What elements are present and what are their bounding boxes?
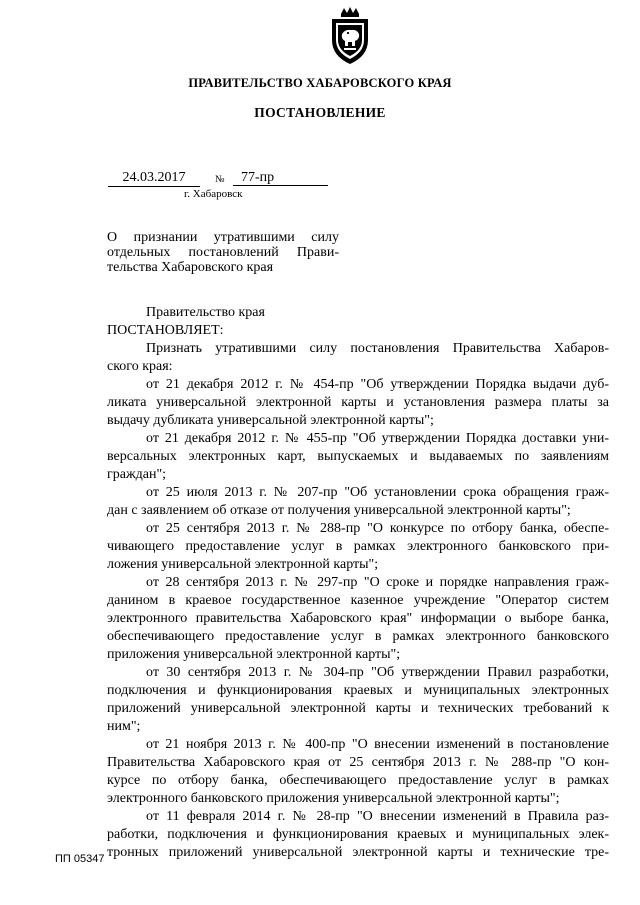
document-city: г. Хабаровск: [184, 188, 243, 200]
document-subject: [107, 230, 339, 275]
document-number: 77-пр: [233, 170, 328, 186]
document-date: 24.03.2017: [108, 170, 200, 187]
item-line: от 28 сентября 2013 г. № 297-пр "О сроке и порядке направления граж-: [146, 575, 609, 590]
document-body: [107, 304, 609, 862]
item-line: обеспечивающего предоставление услуг в рамках электронного банковского: [107, 629, 609, 644]
item-line: выдачу дубликата универсальной электронной карты";: [107, 413, 434, 428]
number-sign: №: [215, 174, 225, 185]
intro-line: ского края:: [107, 359, 173, 374]
coat-of-arms-icon: [327, 6, 373, 66]
item-line: ложения универсальной электронной карты";: [107, 557, 379, 572]
item-line: приложения универсальной электронной карты";: [107, 647, 401, 662]
item-line: работки, подключения и функционирования краевых и муниципальных элек-: [107, 827, 609, 842]
item-line: от 21 ноября 2013 г. № 400-пр "О внесении изменений в постановление: [146, 737, 609, 752]
document-code: ПП 05347: [55, 853, 105, 865]
subject-line: О признании утратившими силу: [107, 230, 339, 245]
authority-line: Правительство края: [146, 305, 265, 320]
item-line: чивающего предоставление услуг в рамках электронного банковского при-: [107, 539, 609, 554]
item-line: подключения и функционирования краевых и муниципальных электронных: [107, 683, 609, 698]
item-line: от 11 февраля 2014 г. № 28-пр "О внесении изменений в Правила раз-: [146, 809, 609, 824]
item-line: электронного правительства Хабаровского края" информации о выборе банка,: [107, 611, 609, 626]
item-line: от 21 декабря 2012 г. № 455-пр "Об утверждении Порядка доставки уни-: [146, 431, 609, 446]
item-line: от 30 сентября 2013 г. № 304-пр "Об утверждении Правил разработки,: [146, 665, 609, 680]
subject-line: тельства Хабаровского края: [107, 260, 274, 275]
item-line: граждан";: [107, 467, 167, 482]
item-line: курсе по отбору банка, обеспечивающего предоставление услуг в рамках: [107, 773, 609, 788]
item-line: тронных приложений универсальной электронной карты и технические тре-: [107, 845, 609, 860]
item-line: дан с заявлением об отказе от получения универсальной электронной карты";: [107, 503, 571, 518]
item-line: электронного банковского приложения универсальной электронной карты";: [107, 791, 560, 806]
organization-title: ПРАВИТЕЛЬСТВО ХАБАРОВСКОГО КРАЯ: [188, 76, 452, 90]
item-line: версальных электронных карт, выпускаемых и выдаваемых по заявлениям: [107, 449, 609, 464]
item-line: от 25 июля 2013 г. № 207-пр "Об установлении срока обращения граж-: [146, 485, 609, 500]
item-line: Правительства Хабаровского края от 25 сентября 2013 г. № 288-пр "О кон-: [107, 755, 609, 770]
item-line: приложений универсальной электронной карты и технических требований к: [107, 701, 609, 716]
item-line: от 21 декабря 2012 г. № 454-пр "Об утверждении Порядка выдачи дуб-: [146, 377, 609, 392]
intro-line: Признать утратившими силу постановления Правительства Хабаров-: [146, 341, 609, 356]
document-type-title: ПОСТАНОВЛЕНИЕ: [254, 105, 386, 120]
item-line: ликата универсальной электронной карты и установления размера платы за: [107, 395, 609, 410]
item-line: данином в краевое государственное казенное учреждение "Оператор систем: [107, 593, 609, 608]
item-line: ним";: [107, 719, 141, 734]
decree-word: ПОСТАНОВЛЯЕТ:: [107, 323, 224, 338]
item-line: от 25 сентября 2013 г. № 288-пр "О конкурсе по отбору банка, обеспе-: [146, 521, 609, 536]
subject-line: отдельных постановлений Прави-: [107, 245, 339, 260]
